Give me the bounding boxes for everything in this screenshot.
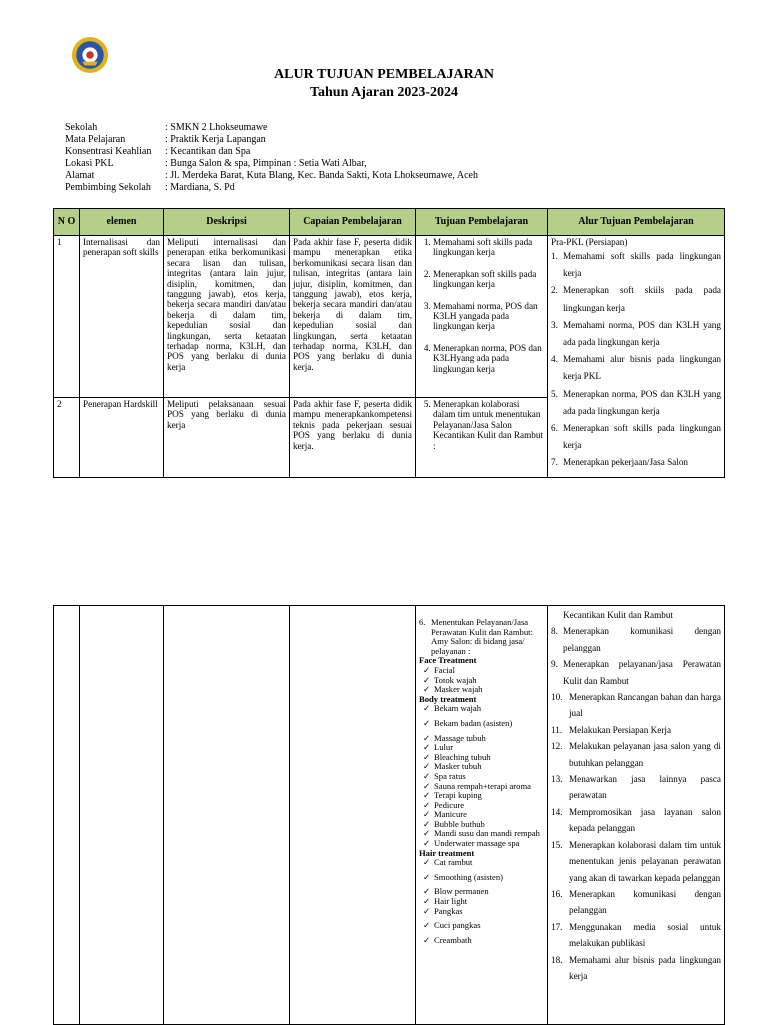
alur-item: 5. Menerapkan norma, POS dan K3LH yang ada pada lingkungan kerja <box>551 388 721 416</box>
info-label: Mata Pelajaran <box>65 134 126 145</box>
document-subtitle: Tahun Ajaran 2023-2024 <box>309 85 459 100</box>
check-icon: ✓ <box>423 896 431 907</box>
service-item: ✓ Hair light <box>423 896 468 907</box>
info-row <box>65 122 478 134</box>
service-item: ✓ Smoothing (asisten) <box>423 871 503 882</box>
service-item: ✓ Spa ratus <box>423 770 466 781</box>
service-item: ✓ Cuci pangkas <box>423 920 481 931</box>
service-item: ✓ Bleaching tubuh <box>423 751 491 762</box>
row-elemen: Penerapan Hardskill <box>80 398 164 478</box>
alur-item: 2. Menerapkan soft skiils pada pada lingkungan kerja <box>551 285 721 313</box>
check-icon: ✓ <box>423 809 431 820</box>
alur-item: 9. Menerapkan pelayanan/jasa Perawatan Kulit dan Rambut <box>551 659 721 686</box>
info-row <box>65 134 478 146</box>
alur-cell <box>548 236 725 478</box>
alur-item: 1. Memahami soft skills pada lingkungan kerja <box>551 251 721 279</box>
check-icon: ✓ <box>423 732 431 743</box>
info-value: : SMKN 2 Lhokseumawe <box>165 122 268 134</box>
service-item: ✓ Cat rambut <box>423 857 473 868</box>
service-item: ✓ Bubble buthub <box>423 818 485 829</box>
service-item: ✓ Blow permanen <box>423 886 489 897</box>
info-value: : Jl. Merdeka Barat, Kuta Blang, Kec. Banda Sakti, Kota Lhokseumawe, Aceh <box>165 170 478 182</box>
alur-item: 17. Menggunakan media sosial untuk melakukan publikasi <box>551 921 721 949</box>
check-icon: ✓ <box>423 742 431 753</box>
header-deskripsi: Deskripsi <box>164 209 290 236</box>
tujuan-item: 1. Memahami soft skills pada lingkungan kerja <box>433 237 544 258</box>
check-icon: ✓ <box>423 828 431 839</box>
service-item: ✓ Masker wajah <box>423 684 483 695</box>
service-item: ✓ Manicure <box>423 809 467 820</box>
check-icon: ✓ <box>423 770 431 781</box>
service-item: ✓ Masker tubuh <box>423 761 482 772</box>
info-label: Alamat <box>65 170 95 181</box>
check-icon: ✓ <box>423 934 431 945</box>
info-label: Pembimbing Sekolah <box>65 182 151 193</box>
check-icon: ✓ <box>423 871 431 882</box>
info-label: Lokasi PKL <box>65 158 114 169</box>
tujuan-item-6: 6. Menentukan Pelayanan/Jasa Perawatan Kulit dan Rambut: Amy Salon: di bidang jasa/ pelayanan : <box>419 617 533 656</box>
alur-item: 15. Menerapkan kolaborasi dalam tim untuk menentukan jenis pelayanan perawatan yang akan di tawarkan kepada pelanggan <box>551 839 721 883</box>
tujuan-cell <box>416 606 548 1025</box>
check-icon: ✓ <box>423 790 431 801</box>
group-title: Hair treatment <box>419 847 475 858</box>
alur-item: 3. Memahami norma, POS dan K3LH yang ada pada lingkungan kerja <box>551 319 721 348</box>
check-icon: ✓ <box>423 674 431 685</box>
row-capaian: Pada akhir fase F, peserta didik mampu menerapkan etika berkomunikasi secara lisan dan tulisan, integritas (antara lain jujur, disiplin, komitmen, dan tanggung jawab), etos kerja, bekerja secara mandiri dan/atau bekerja di dalam tim, kepedulian sosial dan lingkungan, serta ketaatan terhadap norma, K3LH, dan POS yang berlaku di dunia kerja. <box>290 236 416 398</box>
info-label: Konsentrasi Keahlian <box>65 146 152 157</box>
info-value: : Bunga Salon & spa, Pimpinan : Setia Wati Albar, <box>165 158 367 170</box>
row-no: 2 <box>54 398 80 478</box>
header-capaian: Capaian Pembelajaran <box>290 209 416 236</box>
header-alur: Alur Tujuan Pembelajaran <box>548 209 725 236</box>
tujuan-item: 2. Menerapkan soft skills pada lingkungan kerja <box>433 269 544 290</box>
alur-item: 6. Menerapkan soft skills pada lingkungan kerja <box>551 423 721 451</box>
info-row <box>65 170 478 182</box>
alur-item: 16. Menerapkan komunikasi dengan pelanggan <box>551 888 721 916</box>
tujuan-item: 5. Menerapkan kolaborasi dalam tim untuk menentukan Pelayanan/Jasa Salon Kecantikan Kulit dan Rambut : <box>433 399 544 451</box>
alur-item: 18. Memahami alur bisnis pada lingkungan kerja <box>551 954 721 981</box>
service-item: ✓ Facial <box>423 664 455 675</box>
document-title: ALUR TUJUAN PEMBELAJARAN <box>274 67 494 82</box>
info-value: : Kecantikan dan Spa <box>165 146 250 158</box>
row-no: 1 <box>54 236 80 398</box>
info-value: : Praktik Kerja Lapangan <box>165 134 266 146</box>
group-title: Face Treatment <box>419 655 477 666</box>
alur-item: 13. Menawarkan jasa lainnya pasca perawatan <box>551 774 721 801</box>
row-deskripsi: Meliputi pelaksanaan sesuai POS yang berlaku di dunia kerja <box>164 398 290 478</box>
tujuan-item: 4. Menerapkan norma, POS dan K3LHyang ada pada lingkungan kerja <box>433 343 544 374</box>
service-item: ✓ Sauna rempah+terapi aroma <box>423 780 531 791</box>
info-row <box>65 182 478 194</box>
service-item: ✓ Lulur <box>423 742 454 753</box>
service-item: ✓ Pedicure <box>423 799 465 810</box>
check-icon: ✓ <box>423 838 431 849</box>
group-title: Body treatment <box>419 693 477 704</box>
service-item: ✓ Terapi kuping <box>423 790 482 801</box>
info-row <box>65 158 478 170</box>
header-tujuan: Tujuan Pembelajaran <box>416 209 548 236</box>
service-item: ✓ Massage tubuh <box>423 732 486 743</box>
check-icon: ✓ <box>423 703 431 714</box>
check-icon: ✓ <box>423 664 431 675</box>
check-icon: ✓ <box>423 717 431 728</box>
row-elemen: Internalisasi dan penerapan soft skills <box>80 236 164 398</box>
check-icon: ✓ <box>423 684 431 695</box>
service-item: ✓ Creambath <box>423 934 472 945</box>
service-item: ✓ Bekam wajah <box>423 703 482 714</box>
check-icon: ✓ <box>423 857 431 868</box>
service-item: ✓ Mandi susu dan mandi rempah <box>423 828 540 839</box>
check-icon: ✓ <box>423 780 431 791</box>
learning-table-continued <box>53 605 725 1025</box>
info-label: Sekolah <box>65 122 98 133</box>
alur-item: 14. Mempromosikan jasa layanan salon kepada pelanggan <box>551 806 721 834</box>
alur-item: 10. Menerapkan Rancangan bahan dan harga jual <box>551 692 721 719</box>
service-item: ✓ Underwater massage spa <box>423 838 520 849</box>
check-icon: ✓ <box>423 818 431 829</box>
alur-item: 4. Memahami alur bisnis pada lingkungan kerja PKL <box>551 354 721 382</box>
service-item: ✓ Bekam badan (asisten) <box>423 717 513 728</box>
tujuan-item: 3. Memahami norma, POS dan K3LH yangada pada lingkungan kerja <box>433 301 544 332</box>
alur-item: 12. Melakukan pelayanan jasa salon yang di butuhkan pelanggan <box>551 741 721 768</box>
info-row <box>65 146 478 158</box>
alur-continuation: Kecantikan Kulit dan Rambut <box>563 610 673 620</box>
header-elemen: elemen <box>80 209 164 236</box>
alur-item: 11. Melakukan Persiapan Kerja <box>551 724 672 735</box>
header-no: N O <box>54 209 80 236</box>
alur-item: 8. Menerapkan komunikasi dengan pelanggan <box>551 626 721 653</box>
info-block <box>65 122 478 194</box>
service-item: ✓ Pangkas <box>423 905 463 916</box>
check-icon: ✓ <box>423 761 431 772</box>
learning-table <box>53 208 725 478</box>
check-icon: ✓ <box>423 920 431 931</box>
alur-item: 7. Menerapkan pekerjaan/Jasa Salon <box>551 457 689 468</box>
service-item: ✓ Totok wajah <box>423 674 477 685</box>
check-icon: ✓ <box>423 905 431 916</box>
check-icon: ✓ <box>423 799 431 810</box>
info-value: : Mardiana, S. Pd <box>165 182 235 194</box>
check-icon: ✓ <box>423 751 431 762</box>
check-icon: ✓ <box>423 886 431 897</box>
alur-cell-continued <box>548 606 725 1025</box>
alur-head: Pra-PKL (Persiapan) <box>551 237 628 247</box>
row-deskripsi: Meliputi internalisasi dan penerapan etika berkomunikasi secara lisan dan tulisan, integritas (antara lain jujur, disiplin, komitmen, dan tanggung jawab), etos kerja, bekerja secara mandiri dan/atau bekerja di dalam tim, kepedulian sosial dan lingkungan, serta ketaatan terhadap norma, K3LH, dan POS yang berlaku di dunia kerja <box>164 236 290 398</box>
row-tujuan <box>416 236 548 398</box>
row-tujuan <box>416 398 548 478</box>
row-capaian: Pada akhir fase F, peserta didik mampu menerapkankompetensi teknis pada pekerjaan sesuai POS yang berlaku di dunia kerja. <box>290 398 416 478</box>
